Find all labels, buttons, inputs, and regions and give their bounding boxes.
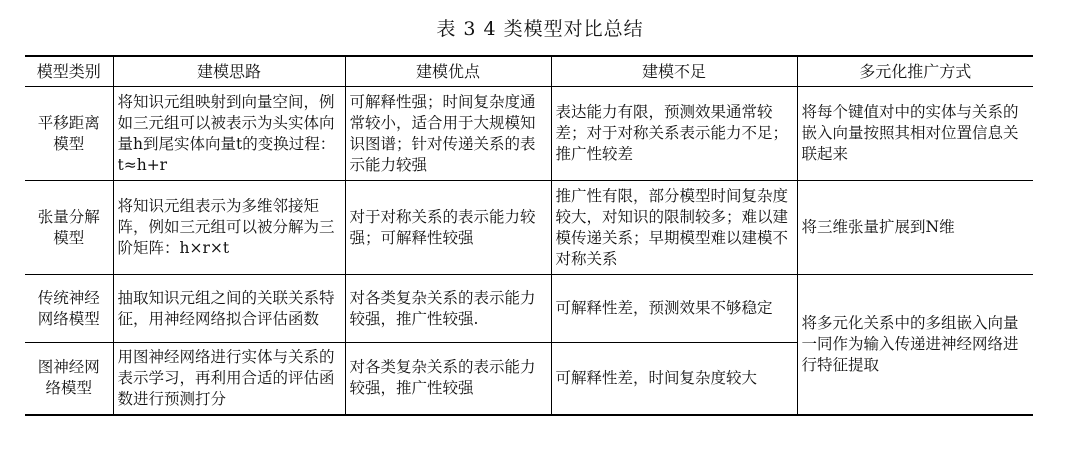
table-row: [25, 275, 1033, 343]
cell-idea: 将知识元组表示为多维邻接矩阵，例如三元组可以被分解为三阶矩阵：h×r×t: [113, 181, 345, 275]
table-header-row: [25, 56, 1033, 87]
header-extension: 多元化推广方式: [797, 56, 1033, 87]
cell-category: 张量分解 模型: [25, 181, 113, 275]
cell-cons: 可解释性差，时间复杂度较大: [551, 343, 797, 415]
cell-pros: 可解释性强；时间复杂度通常较小，适合用于大规模知识图谱；针对传递关系的表示能力较强: [345, 87, 551, 181]
cell-category: 传统神经 网络模型: [25, 275, 113, 343]
cell-pros: 对于对称关系的表示能力较强；可解释性较强: [345, 181, 551, 275]
cell-category: 平移距离 模型: [25, 87, 113, 181]
cell-cons: 可解释性差，预测效果不够稳定: [551, 275, 797, 343]
cell-extension: 将每个键值对中的实体与关系的嵌入向量按照其相对位置信息关联起来: [797, 87, 1033, 181]
table-caption: 表 3 4 类模型对比总结: [436, 18, 644, 40]
cell-pros: 对各类复杂关系的表示能力较强，推广性较强.: [345, 275, 551, 343]
table-row: [25, 87, 1033, 181]
cell-idea: 将知识元组映射到向量空间，例如三元组可以被表示为头实体向量h到尾实体向量t的变换过程：t≈h+r: [113, 87, 345, 181]
header-cons: 建模不足: [551, 56, 797, 87]
cell-extension: 将三维张量扩展到N维: [797, 181, 1033, 275]
header-pros: 建模优点: [345, 56, 551, 87]
model-comparison-table: [25, 55, 1033, 416]
cell-idea: 抽取知识元组之间的关联关系特征，用神经网络拟合评估函数: [113, 275, 345, 343]
table-row: [25, 181, 1033, 275]
cell-pros: 对各类复杂关系的表示能力较强，推广性较强: [345, 343, 551, 415]
cell-idea: 用图神经网络进行实体与关系的表示学习，再利用合适的评估函数进行预测打分: [113, 343, 345, 415]
header-category: 模型类别: [25, 56, 113, 87]
cell-extension: 将多元化关系中的多组嵌入向量一同作为输入传递进神经网络进行特征提取: [797, 275, 1033, 415]
cell-cons: 推广性有限，部分模型时间复杂度较大，对知识的限制较多；难以建模传递关系；早期模型难以建模不对称关系: [551, 181, 797, 275]
header-idea: 建模思路: [113, 56, 345, 87]
cell-category: 图神经网 络模型: [25, 343, 113, 415]
cell-cons: 表达能力有限，预测效果通常较差；对于对称关系表示能力不足；推广性较差: [551, 87, 797, 181]
